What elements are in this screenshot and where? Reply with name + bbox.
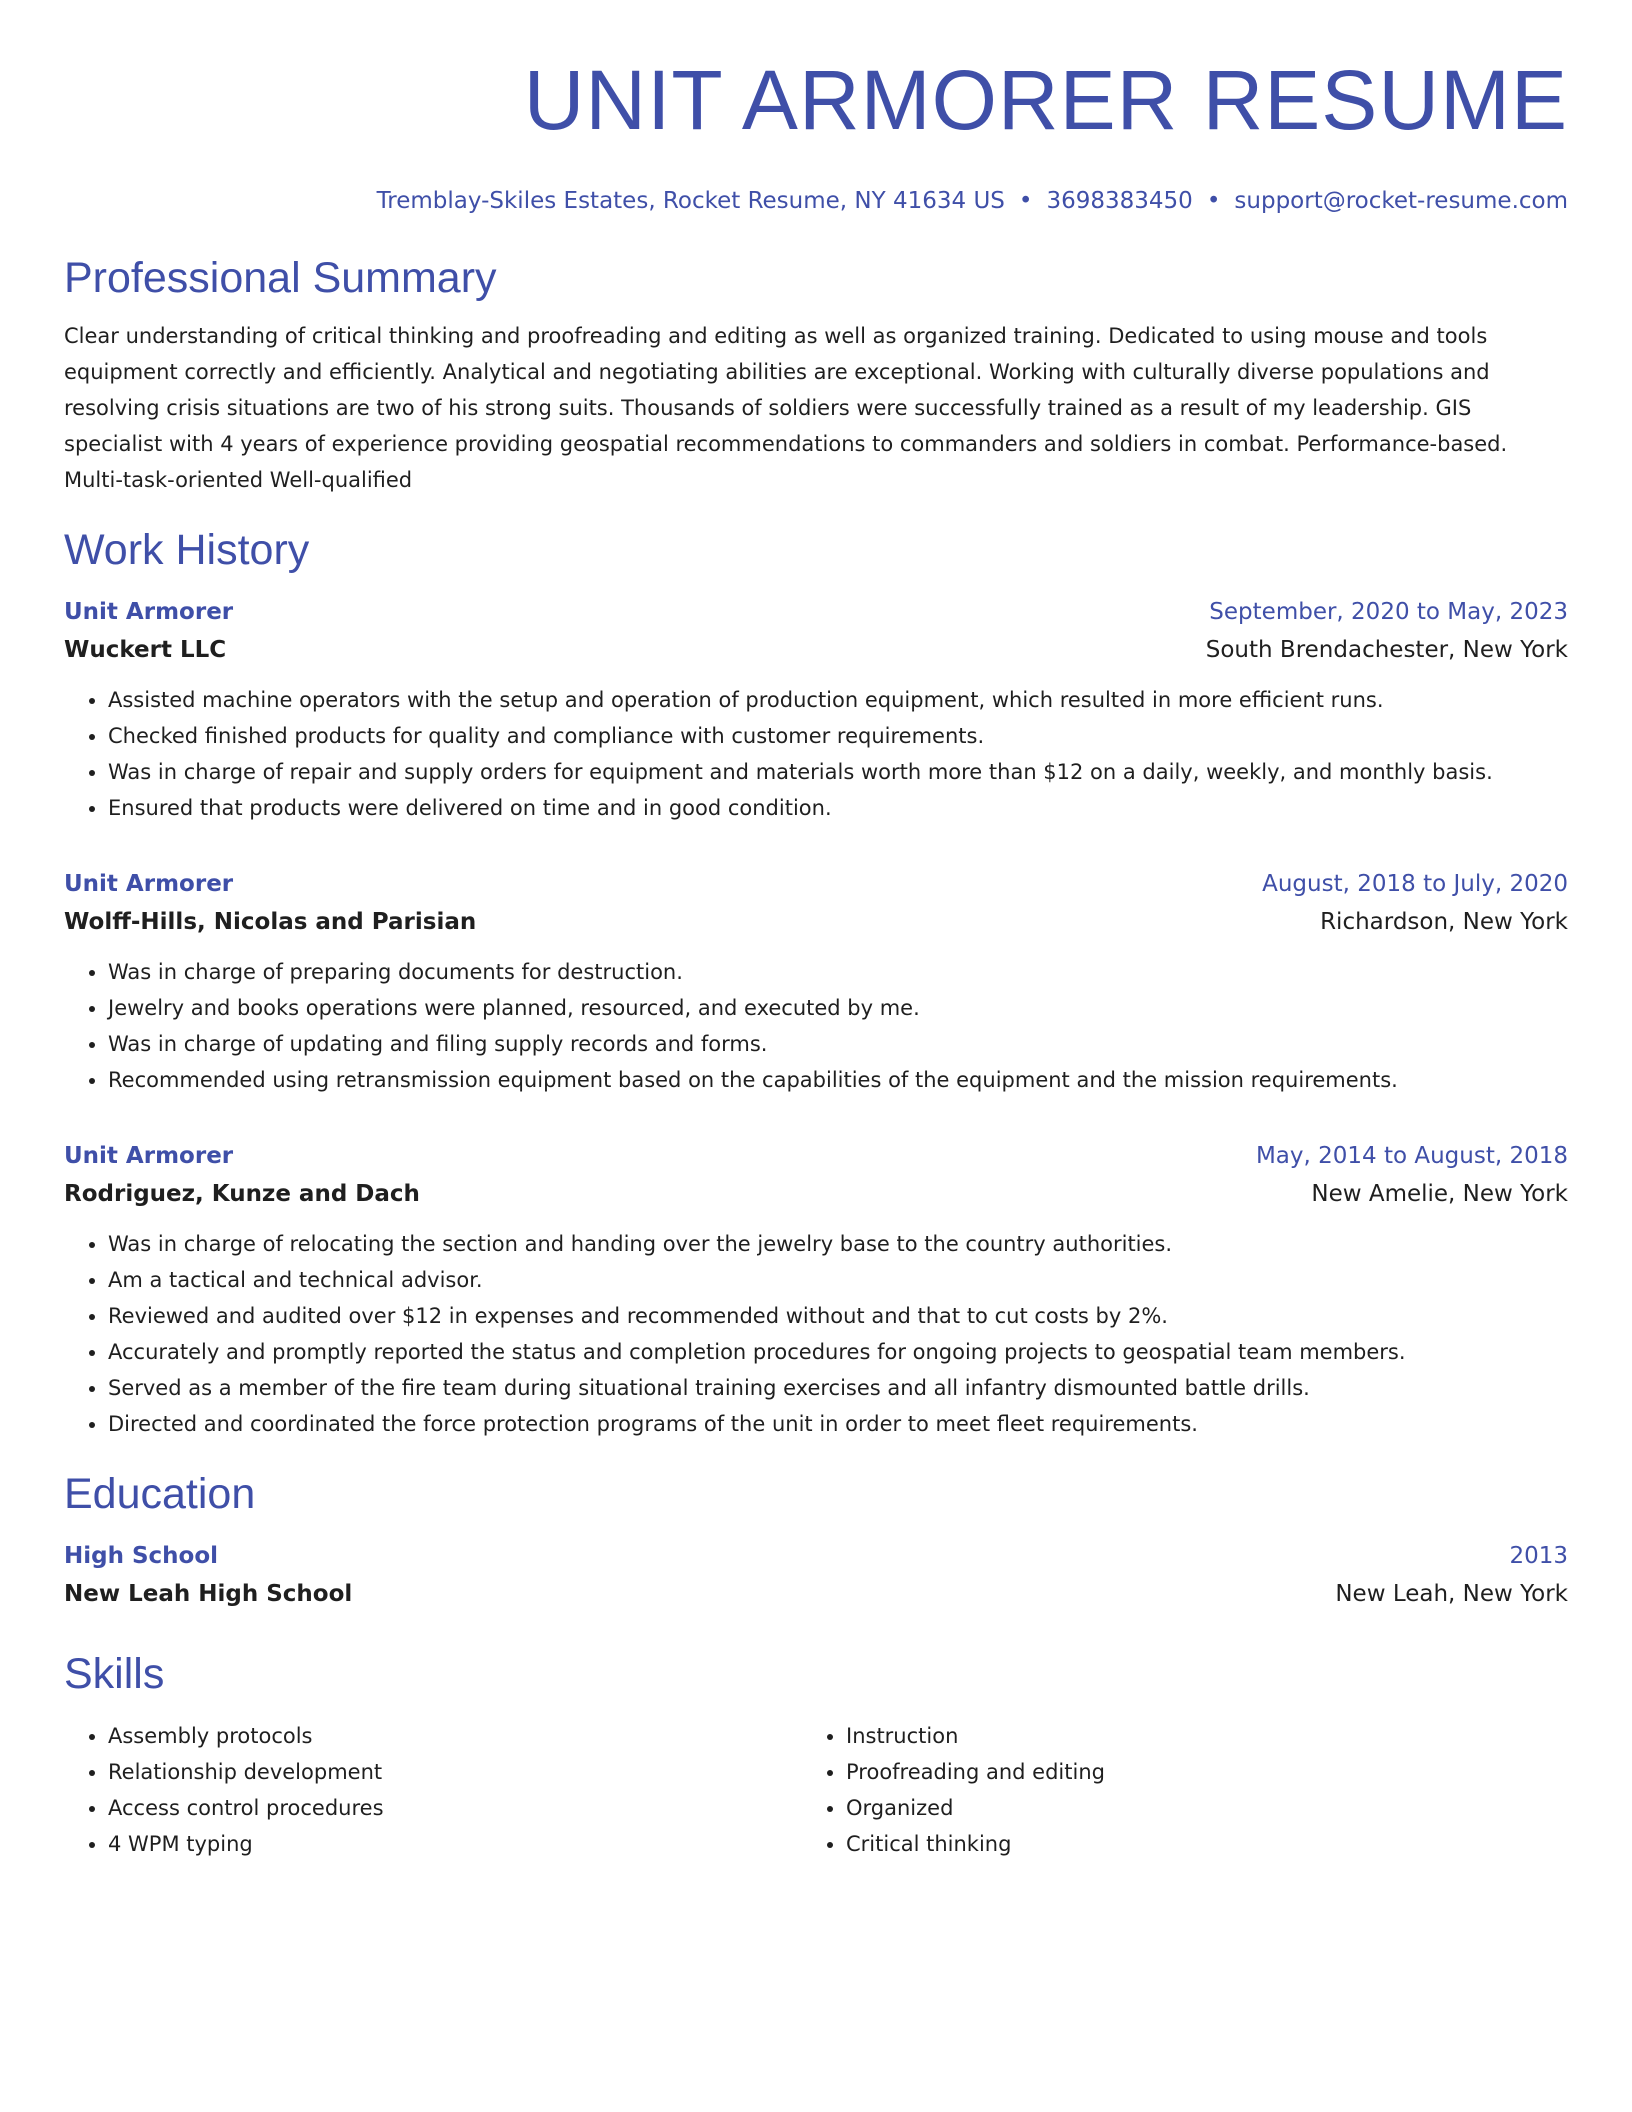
- education-year: 2013: [1509, 1543, 1568, 1569]
- section-title-summary: Professional Summary: [64, 254, 497, 302]
- skills-column-left: [64, 1718, 802, 1862]
- skills-column-right: [802, 1718, 1540, 1862]
- job-bullet: • Directed and coordinated the force protection programs of the unit in order to meet fleet requirements.: [108, 1406, 1568, 1442]
- job-bullet: • Recommended using retransmission equipment based on the capabilities of the equipment and the mission requirements.: [108, 1062, 1568, 1098]
- section-title-skills: Skills: [64, 1650, 165, 1698]
- job-location: New Amelie, New York: [1311, 1181, 1568, 1207]
- job-entry: [64, 1138, 1568, 1442]
- education-location: New Leah, New York: [1335, 1581, 1568, 1607]
- job-dates: August, 2018 to July, 2020: [1262, 871, 1568, 897]
- section-title-education: Education: [64, 1470, 256, 1518]
- job-bullet: • Was in charge of repair and supply orders for equipment and materials worth more than $12 on a daily, weekly, and monthly basis.: [108, 754, 1568, 790]
- job-bullets: [64, 682, 1568, 826]
- skill-item: • Relationship development: [108, 1754, 802, 1790]
- job-location: South Brendachester, New York: [1205, 637, 1568, 663]
- job-bullet: • Reviewed and audited over $12 in expenses and recommended without and that to cut costs by 2%.: [108, 1298, 1568, 1334]
- section-title-work-history: Work History: [64, 526, 310, 574]
- job-location: Richardson, New York: [1320, 909, 1568, 935]
- skill-item: • Organized: [846, 1790, 1540, 1826]
- job-bullet: • Was in charge of updating and filing supply records and forms.: [108, 1026, 1568, 1062]
- contact-address: Tremblay-Skiles Estates, Rocket Resume, NY 41634 US: [376, 188, 1005, 214]
- job-company: Rodriguez, Kunze and Dach: [64, 1181, 420, 1207]
- job-bullet: • Am a tactical and technical advisor.: [108, 1262, 1568, 1298]
- skill-item: • Critical thinking: [846, 1826, 1540, 1862]
- skill-item: • 4 WPM typing: [108, 1826, 802, 1862]
- education-degree: High School: [64, 1543, 219, 1569]
- job-bullet: • Assisted machine operators with the setup and operation of production equipment, which resulted in more efficient runs.: [108, 682, 1568, 718]
- job-entry: [64, 866, 1568, 1098]
- contact-separator: •: [1018, 188, 1033, 214]
- skills-list: [64, 1718, 1568, 1862]
- skill-item: • Instruction: [846, 1718, 1540, 1754]
- education-entry: [64, 1538, 1568, 1614]
- job-bullet: • Jewelry and books operations were planned, resourced, and executed by me.: [108, 990, 1568, 1026]
- contact-line: [64, 186, 1568, 216]
- education-school: New Leah High School: [64, 1581, 353, 1607]
- job-bullets: [64, 954, 1568, 1098]
- contact-separator: •: [1206, 188, 1221, 214]
- job-bullet: • Was in charge of relocating the section and handing over the jewelry base to the country authorities.: [108, 1226, 1568, 1262]
- job-dates: September, 2020 to May, 2023: [1209, 599, 1568, 625]
- resume-title: UNIT ARMORER RESUME: [523, 53, 1568, 147]
- contact-email[interactable]: support@rocket-resume.com: [1234, 188, 1568, 214]
- job-bullet: • Was in charge of preparing documents for destruction.: [108, 954, 1568, 990]
- resume-header: [64, 50, 1568, 216]
- job-role: Unit Armorer: [64, 599, 234, 625]
- job-dates: May, 2014 to August, 2018: [1255, 1143, 1568, 1169]
- skill-item: • Access control procedures: [108, 1790, 802, 1826]
- job-role: Unit Armorer: [64, 871, 234, 897]
- job-bullets: [64, 1226, 1568, 1442]
- skill-item: • Proofreading and editing: [846, 1754, 1540, 1790]
- job-bullet: • Ensured that products were delivered on time and in good condition.: [108, 790, 1568, 826]
- job-company: Wuckert LLC: [64, 637, 227, 663]
- contact-phone: 3698383450: [1046, 188, 1193, 214]
- job-role: Unit Armorer: [64, 1143, 234, 1169]
- job-entry: [64, 594, 1568, 826]
- skill-item: • Assembly protocols: [108, 1718, 802, 1754]
- summary-text: Clear understanding of critical thinking and proofreading and editing as well as organized training. Dedicated to using mouse and tools equipment correctly and efficiently. Analytical and negotiating abilities are exceptional. Working with culturally diverse populations and resolving crisis situations are two of his strong suits. Thousands of soldiers were successfully trained as a result of my leadership. GIS specialist with 4 years of experience providing geospatial recommendations to commanders and soldiers in combat. Performance-based. Multi-task-oriented Well-qualified: [64, 324, 1508, 492]
- job-bullet: • Accurately and promptly reported the status and completion procedures for ongoing projects to geospatial team members.: [108, 1334, 1568, 1370]
- job-bullet: • Served as a member of the fire team during situational training exercises and all infantry dismounted battle drills.: [108, 1370, 1568, 1406]
- job-company: Wolff-Hills, Nicolas and Parisian: [64, 909, 477, 935]
- job-bullet: • Checked finished products for quality and compliance with customer requirements.: [108, 718, 1568, 754]
